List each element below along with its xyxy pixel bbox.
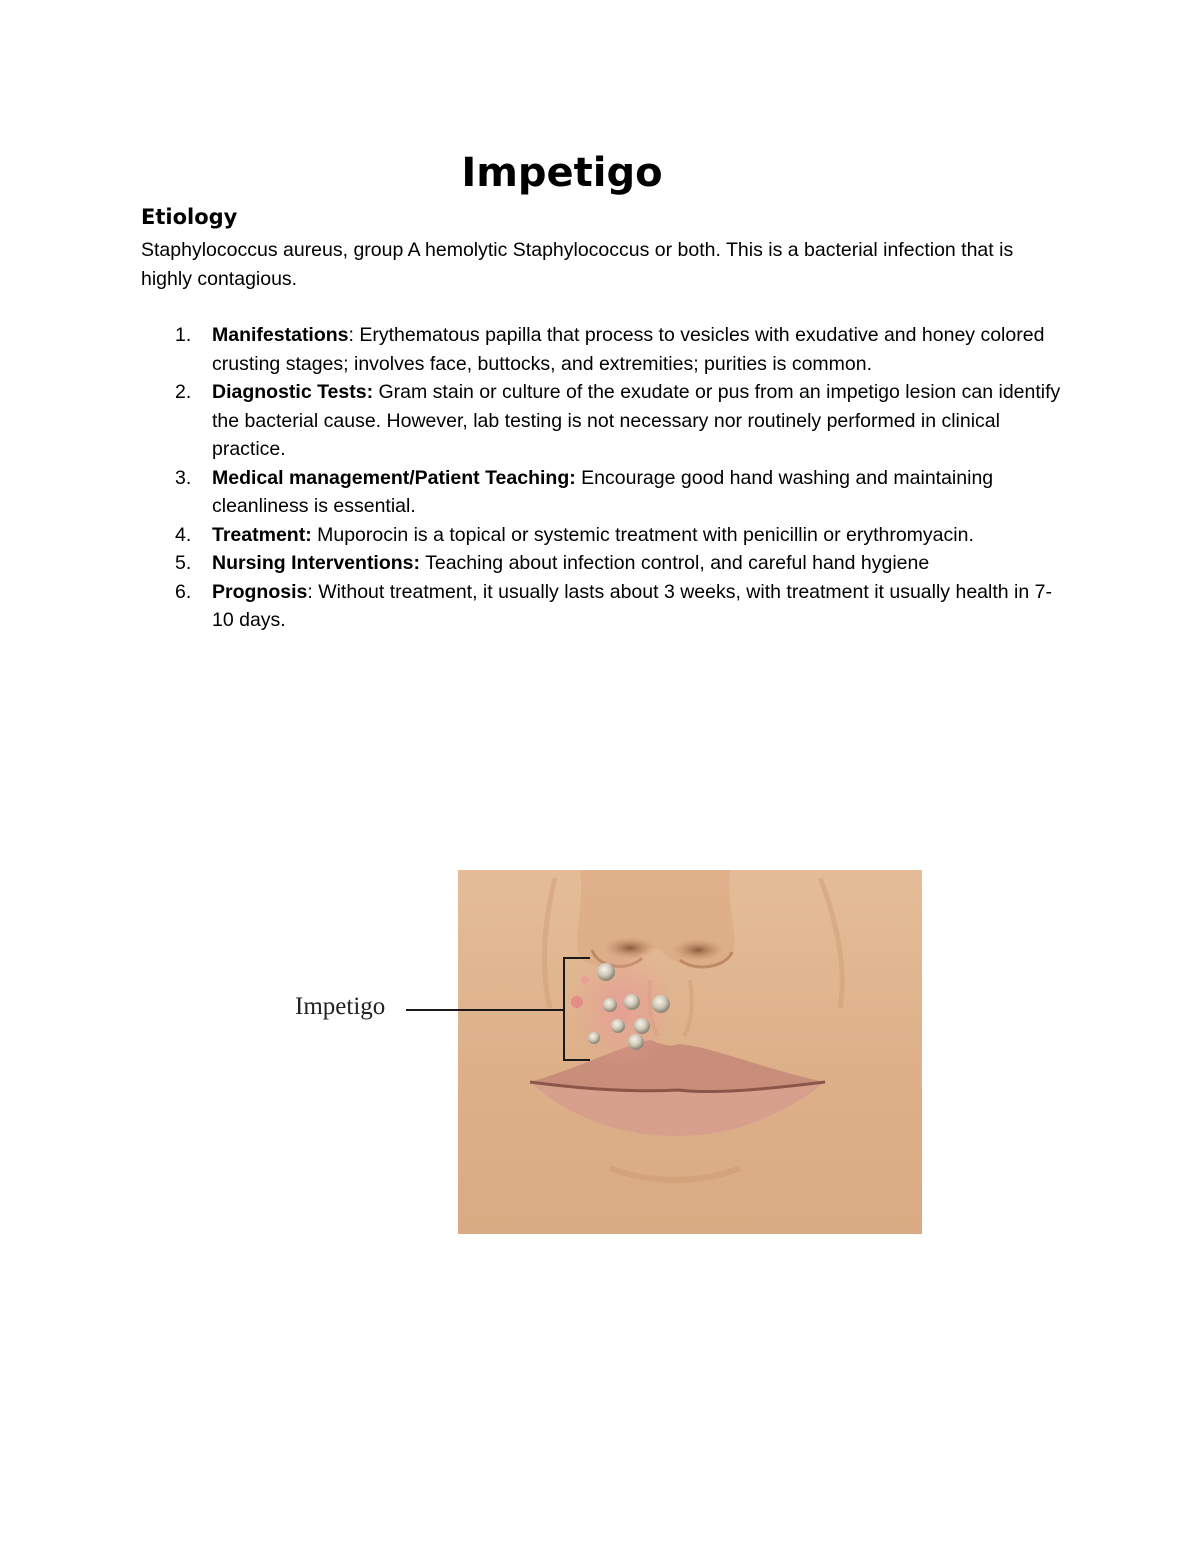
impetigo-figure xyxy=(280,868,930,1238)
figure-label: Impetigo xyxy=(295,993,386,1020)
list-text: Encourage good hand washing and maintaining cleanliness is essential. xyxy=(212,466,994,517)
list-number: 6. xyxy=(175,580,192,603)
lesion xyxy=(581,976,589,984)
list-number: 4. xyxy=(175,523,192,546)
list-item-diagnostic-tests xyxy=(141,378,1061,464)
list-term: Nursing Interventions: xyxy=(212,552,421,574)
list-number: 5. xyxy=(175,552,192,574)
list-term: Prognosis xyxy=(212,580,308,603)
lesion xyxy=(603,998,617,1012)
list-term: Diagnostic Tests: xyxy=(212,381,374,403)
etiology-heading: Etiology xyxy=(141,205,238,229)
list-item-manifestations xyxy=(141,321,1061,378)
list-text: : Erythematous papilla that process to vesicles with exudative and honey colored crusting stages; involves face, buttocks, and extremities; purities is common. xyxy=(212,324,1045,375)
list-number: 1. xyxy=(175,324,192,346)
lesion xyxy=(597,963,615,981)
etiology-text: Staphylococcus aureus, group A hemolytic Staphylococcus or both. This is a bacterial infection that is highly contagious. xyxy=(141,239,1014,290)
lesion xyxy=(634,1018,650,1034)
page-title: Impetigo xyxy=(461,150,663,196)
list-text: Muporocin is a topical or systemic treatment with penicillin or erythromyacin. xyxy=(311,523,974,546)
list-term: Manifestations xyxy=(212,324,349,346)
lesion xyxy=(628,1034,644,1050)
list-text: Gram stain or culture of the exudate or pus from an impetigo lesion can identify the bacterial cause. However, lab testing is not necessary nor routinely performed in clinical practice. xyxy=(212,381,1061,460)
list-item-prognosis xyxy=(141,578,1061,635)
list-term: Treatment: xyxy=(212,523,312,546)
lesion xyxy=(588,1032,600,1044)
list-item-medical-management xyxy=(141,464,1061,521)
list-term: Medical management/Patient Teaching: xyxy=(212,466,576,489)
list-item-treatment xyxy=(141,521,1061,550)
list-number: 3. xyxy=(175,466,192,489)
lesion xyxy=(571,996,583,1008)
right-nostril xyxy=(672,939,724,961)
list-text: : Without treatment, it usually lasts about 3 weeks, with treatment it usually health in 7-10 days. xyxy=(212,580,1052,631)
list-text: Teaching about infection control, and careful hand hygiene xyxy=(420,552,930,574)
face-illustration xyxy=(280,868,930,1238)
list-item-nursing-interventions xyxy=(141,549,1061,578)
details-list xyxy=(141,321,1061,635)
lesion xyxy=(611,1019,625,1033)
list-number: 2. xyxy=(175,381,192,403)
lesion xyxy=(652,995,670,1013)
lesion xyxy=(624,994,640,1010)
